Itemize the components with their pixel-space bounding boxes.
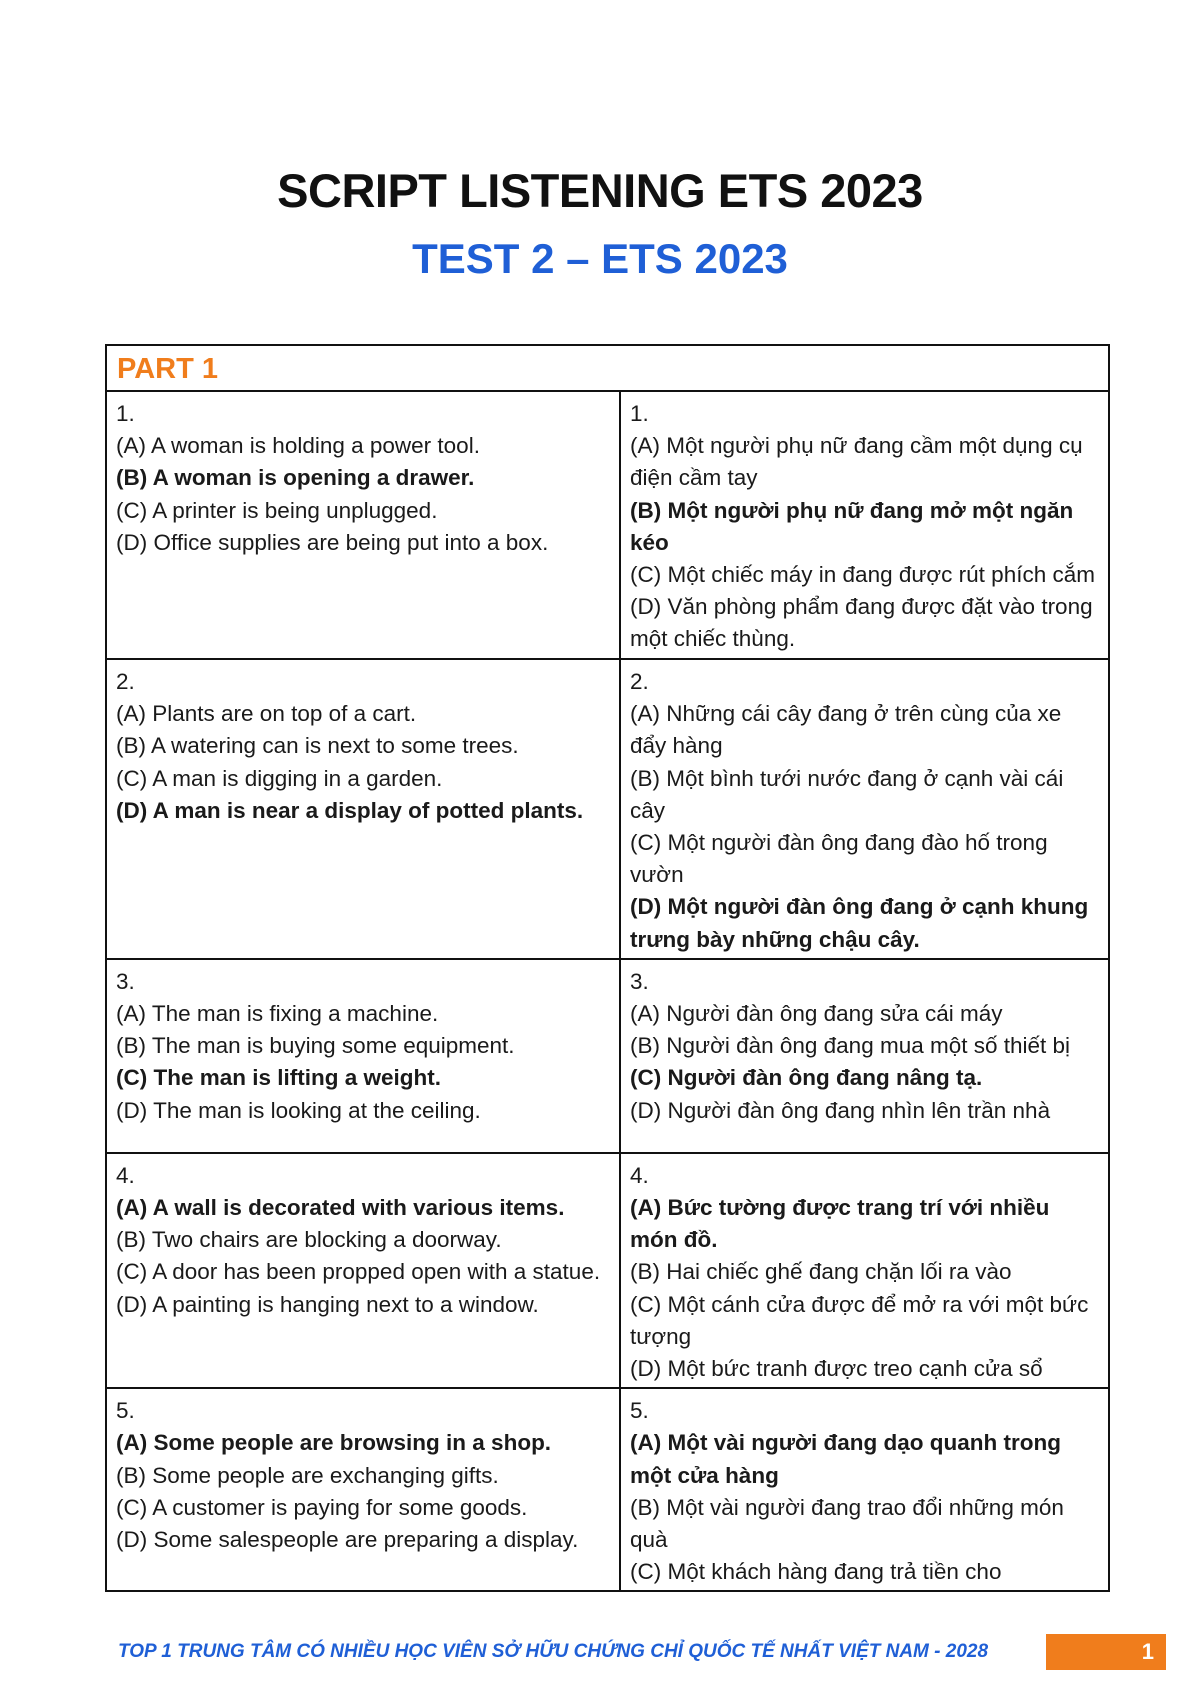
- page-number-badge: [1046, 1634, 1166, 1670]
- vietnamese-cell: [620, 1388, 1109, 1591]
- english-cell: [106, 959, 620, 1153]
- answer-option: (B) Một vài người đang trao đổi những món quà: [630, 1494, 1064, 1553]
- answer-option: (C) Một cánh cửa được để mở ra với một bức tượng: [630, 1291, 1089, 1349]
- english-cell: [106, 1388, 620, 1591]
- answer-option: (C) A door has been propped open with a statue.: [116, 1259, 601, 1285]
- answer-option: (A) Plants are on top of a cart.: [116, 701, 417, 727]
- vietnamese-cell: [620, 1153, 1109, 1388]
- correct-answer-option: (C) The man is lifting a weight.: [116, 1065, 442, 1091]
- vietnamese-cell: [620, 391, 1109, 659]
- english-cell: [106, 1153, 620, 1388]
- question-number: 5.: [630, 1398, 649, 1424]
- answer-option: (C) A customer is paying for some goods.: [116, 1494, 528, 1520]
- answer-option: (D) A painting is hanging next to a window.: [116, 1291, 539, 1317]
- question-row: [106, 959, 1109, 1153]
- correct-answer-option: (C) Người đàn ông đang nâng tạ.: [630, 1065, 983, 1091]
- answer-option: (A) The man is fixing a machine.: [116, 1001, 439, 1027]
- answer-option: (D) Người đàn ông đang nhìn lên trần nhà: [630, 1097, 1051, 1123]
- correct-answer-option: (D) A man is near a display of potted plants.: [116, 797, 584, 823]
- answer-option: (B) Hai chiếc ghế đang chặn lối ra vào: [630, 1259, 1012, 1285]
- question-number: 1.: [116, 401, 135, 426]
- answer-option: (B) Two chairs are blocking a doorway.: [116, 1227, 502, 1253]
- part-label: PART 1: [106, 345, 1109, 391]
- vietnamese-cell: [620, 659, 1109, 959]
- answer-option: (B) Some people are exchanging gifts.: [116, 1462, 499, 1488]
- correct-answer-option: (B) Một người phụ nữ đang mở một ngăn kéo: [630, 497, 1074, 555]
- correct-answer-option: (A) Some people are browsing in a shop.: [116, 1430, 552, 1456]
- part-header-row: [106, 345, 1109, 391]
- answer-option: (D) Office supplies are being put into a box.: [116, 529, 549, 555]
- answer-option: (C) A printer is being unplugged.: [116, 497, 438, 523]
- question-row: [106, 1153, 1109, 1388]
- answer-option: (C) A man is digging in a garden.: [116, 765, 443, 791]
- answer-option: (D) Some salespeople are preparing a display.: [116, 1527, 579, 1553]
- answer-option: (B) Một bình tưới nước đang ở cạnh vài cái cây: [630, 765, 1064, 823]
- english-cell: [106, 391, 620, 659]
- correct-answer-option: (B) A woman is opening a drawer.: [116, 465, 475, 491]
- answer-option: (D) The man is looking at the ceiling.: [116, 1097, 481, 1123]
- question-number: 2.: [630, 669, 649, 694]
- answer-option: (C) Một khách hàng đang trả tiền cho: [630, 1559, 1002, 1585]
- correct-answer-option: (A) A wall is decorated with various items.: [116, 1195, 565, 1221]
- question-number: 2.: [116, 669, 135, 694]
- document-subtitle: TEST 2 – ETS 2023: [412, 235, 788, 282]
- question-row: [106, 391, 1109, 659]
- question-number: 5.: [116, 1398, 135, 1424]
- answer-option: (A) A woman is holding a power tool.: [116, 433, 480, 459]
- answer-option: (D) Một bức tranh được treo cạnh cửa sổ: [630, 1356, 1043, 1382]
- document-title: SCRIPT LISTENING ETS 2023: [277, 164, 923, 217]
- question-number: 3.: [116, 968, 135, 994]
- correct-answer-option: (D) Một người đàn ông đang ở cạnh khung trưng bày những chậu cây.: [630, 894, 1089, 952]
- question-number: 4.: [630, 1162, 649, 1188]
- page-number: 1: [1141, 1639, 1154, 1664]
- correct-answer-option: (A) Bức tường được trang trí với nhiều món đồ.: [630, 1195, 1050, 1253]
- answer-option: (B) Người đàn ông đang mua một số thiết bị: [630, 1033, 1071, 1059]
- answer-option: (A) Một người phụ nữ đang cầm một dụng cụ điện cầm tay: [630, 433, 1083, 491]
- english-cell: [106, 659, 620, 959]
- answer-option: (C) Một người đàn ông đang đào hố trong vườn: [630, 830, 1048, 888]
- question-number: 1.: [630, 401, 649, 426]
- answer-option: (B) A watering can is next to some trees.: [116, 733, 519, 759]
- answer-option: (B) The man is buying some equipment.: [116, 1033, 515, 1059]
- answer-option: (D) Văn phòng phẩm đang được đặt vào trong một chiếc thùng.: [630, 594, 1093, 652]
- script-table: [105, 344, 1110, 1592]
- correct-answer-option: (A) Một vài người đang dạo quanh trong một cửa hàng: [630, 1430, 1061, 1488]
- question-row: [106, 1388, 1109, 1591]
- answer-option: (C) Một chiếc máy in đang được rút phích cắm: [630, 562, 1095, 588]
- vietnamese-cell: [620, 959, 1109, 1153]
- answer-option: (A) Người đàn ông đang sửa cái máy: [630, 1001, 1003, 1027]
- question-number: 3.: [630, 968, 649, 994]
- question-row: [106, 659, 1109, 959]
- question-number: 4.: [116, 1162, 135, 1188]
- footer-tagline: TOP 1 TRUNG TÂM CÓ NHIỀU HỌC VIÊN SỞ HỮU CHỨNG CHỈ QUỐC TẾ NHẤT VIỆT NAM - 2028: [118, 1641, 989, 1662]
- answer-option: (A) Những cái cây đang ở trên cùng của xe đẩy hàng: [630, 701, 1062, 759]
